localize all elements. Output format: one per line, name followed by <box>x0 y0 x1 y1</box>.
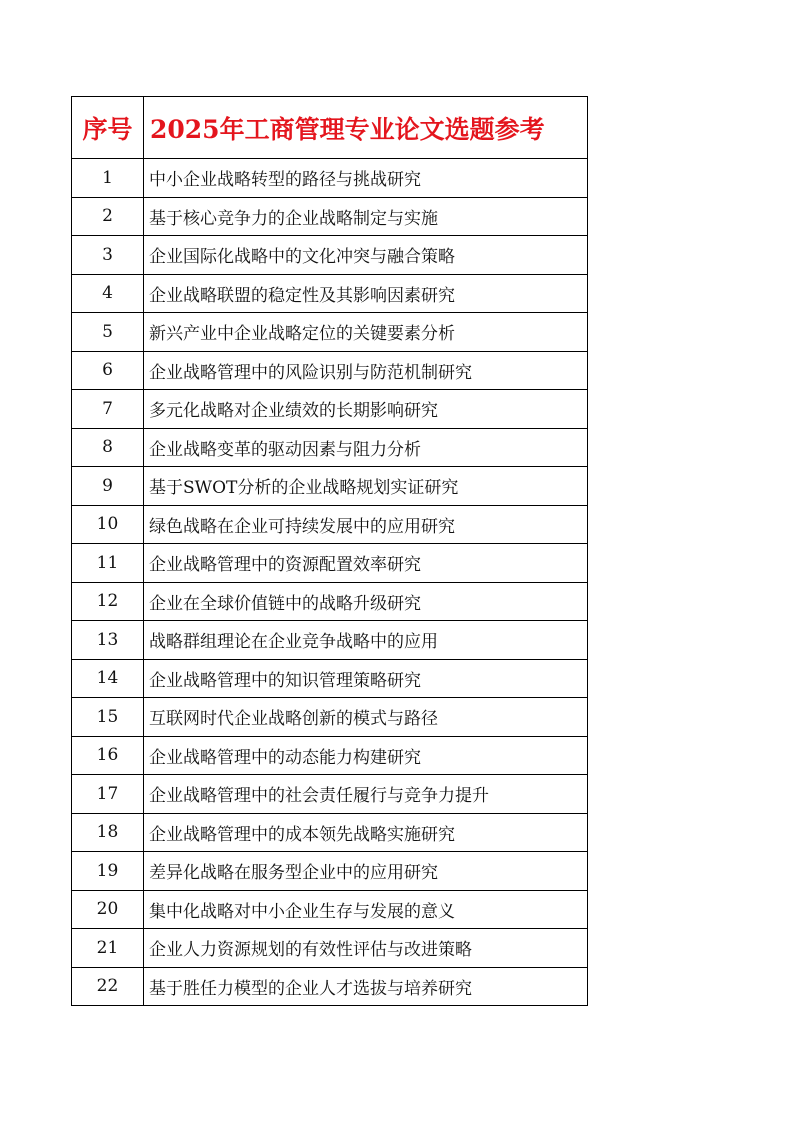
table-row <box>72 505 588 544</box>
row-index-cell: 8 <box>72 428 144 467</box>
row-title-cell: 基于胜任力模型的企业人才选拔与培养研究 <box>144 967 588 1006</box>
table-row <box>72 775 588 814</box>
table-row <box>72 390 588 429</box>
row-title-cell: 中小企业战略转型的路径与挑战研究 <box>144 159 588 198</box>
row-index-cell: 2 <box>72 197 144 236</box>
row-title-cell: 互联网时代企业战略创新的模式与路径 <box>144 698 588 737</box>
table-row <box>72 659 588 698</box>
row-index-cell: 4 <box>72 274 144 313</box>
row-index-cell: 13 <box>72 621 144 660</box>
row-index-cell: 22 <box>72 967 144 1006</box>
row-index-cell: 10 <box>72 505 144 544</box>
row-index-cell: 16 <box>72 736 144 775</box>
row-index-cell: 3 <box>72 236 144 275</box>
table-body <box>72 97 588 1006</box>
row-index-cell: 12 <box>72 582 144 621</box>
row-title-cell: 企业人力资源规划的有效性评估与改进策略 <box>144 929 588 968</box>
table-row <box>72 621 588 660</box>
row-index-cell: 21 <box>72 929 144 968</box>
row-title-cell: 企业战略变革的驱动因素与阻力分析 <box>144 428 588 467</box>
row-title-cell: 差异化战略在服务型企业中的应用研究 <box>144 852 588 891</box>
row-title-cell: 企业战略管理中的成本领先战略实施研究 <box>144 813 588 852</box>
row-title-cell: 企业战略联盟的稳定性及其影响因素研究 <box>144 274 588 313</box>
table-row <box>72 274 588 313</box>
row-title-cell: 基于核心竞争力的企业战略制定与实施 <box>144 197 588 236</box>
header-index-cell: 序号 <box>72 97 144 159</box>
row-title-cell: 新兴产业中企业战略定位的关键要素分析 <box>144 313 588 352</box>
row-index-cell: 19 <box>72 852 144 891</box>
row-title-cell: 企业战略管理中的知识管理策略研究 <box>144 659 588 698</box>
row-index-cell: 7 <box>72 390 144 429</box>
row-title-cell: 企业战略管理中的风险识别与防范机制研究 <box>144 351 588 390</box>
table-row <box>72 736 588 775</box>
row-index-cell: 20 <box>72 890 144 929</box>
row-title-cell: 企业战略管理中的社会责任履行与竞争力提升 <box>144 775 588 814</box>
row-title-cell: 绿色战略在企业可持续发展中的应用研究 <box>144 505 588 544</box>
table-row <box>72 813 588 852</box>
row-title-cell: 企业战略管理中的动态能力构建研究 <box>144 736 588 775</box>
table-row <box>72 197 588 236</box>
row-title-cell: 企业战略管理中的资源配置效率研究 <box>144 544 588 583</box>
row-title-cell: 多元化战略对企业绩效的长期影响研究 <box>144 390 588 429</box>
row-title-cell: 集中化战略对中小企业生存与发展的意义 <box>144 890 588 929</box>
row-index-cell: 5 <box>72 313 144 352</box>
header-title-cell: 2025年工商管理专业论文选题参考 <box>144 97 588 159</box>
table-row <box>72 890 588 929</box>
row-index-cell: 15 <box>72 698 144 737</box>
row-title-cell: 战略群组理论在企业竞争战略中的应用 <box>144 621 588 660</box>
table-row <box>72 698 588 737</box>
row-title-cell: 基于SWOT分析的企业战略规划实证研究 <box>144 467 588 506</box>
table-row <box>72 351 588 390</box>
table-row <box>72 313 588 352</box>
row-index-cell: 14 <box>72 659 144 698</box>
table-row <box>72 967 588 1006</box>
row-title-cell: 企业在全球价值链中的战略升级研究 <box>144 582 588 621</box>
row-index-cell: 11 <box>72 544 144 583</box>
table-row <box>72 582 588 621</box>
topic-table <box>71 96 588 1006</box>
row-index-cell: 18 <box>72 813 144 852</box>
table-row <box>72 852 588 891</box>
row-index-cell: 6 <box>72 351 144 390</box>
row-index-cell: 17 <box>72 775 144 814</box>
row-index-cell: 9 <box>72 467 144 506</box>
table-row <box>72 236 588 275</box>
table-row <box>72 467 588 506</box>
table-row <box>72 929 588 968</box>
table-row <box>72 159 588 198</box>
table-row <box>72 428 588 467</box>
row-title-cell: 企业国际化战略中的文化冲突与融合策略 <box>144 236 588 275</box>
table-row <box>72 544 588 583</box>
table-header-row <box>72 97 588 159</box>
row-index-cell: 1 <box>72 159 144 198</box>
